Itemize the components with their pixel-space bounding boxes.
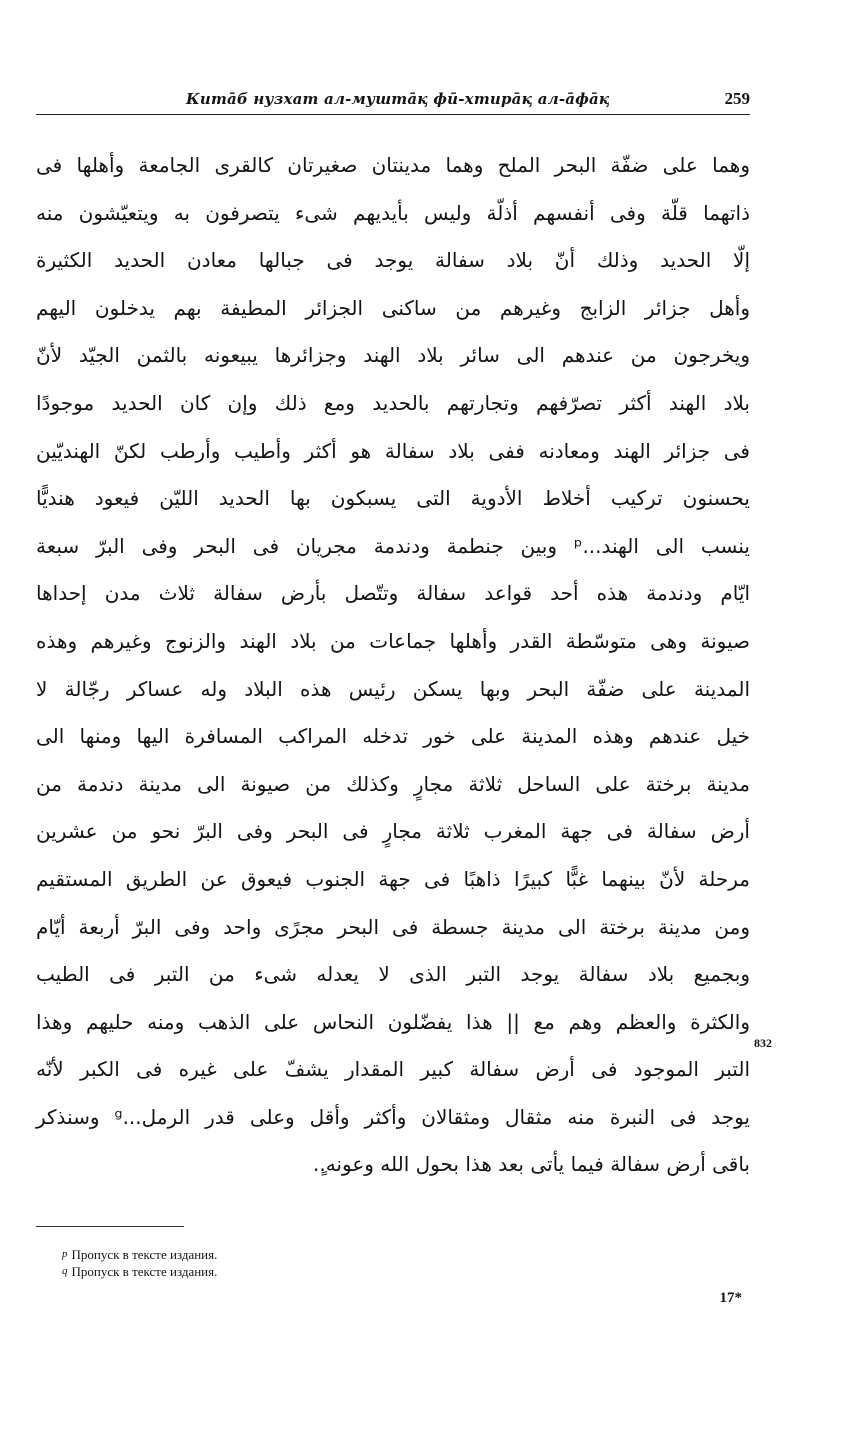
text-line: ويخرجون من عندهم الى سائر بلاد الهند وجزائرها يبيعونه بالثمن الجيّد لأنّ bbox=[36, 343, 750, 368]
running-title: Китāб нузхат ал-муштāқ фū-хтирāқ ал-āфāқ bbox=[186, 90, 610, 108]
text-line: التبر الموجود فى أرض سفالة كبير المقدار يشفّ على غيره فى الكبر لأنّه bbox=[36, 1057, 750, 1082]
printer-signature-mark: 17* bbox=[719, 1290, 742, 1306]
margin-page-reference: 832 bbox=[754, 1036, 772, 1050]
text-line: إلّا الحديد وذلك أنّ بلاد سفالة يوجد فى جبالها معادن الحديد الكثيرة bbox=[36, 248, 750, 273]
text-line: يوجد فى النبرة منه مثقال ومثقالان وأكثر وأقل وعلى قدر الرمل...ᵍ وسنذكر bbox=[36, 1104, 750, 1129]
page-number: 259 bbox=[724, 89, 750, 108]
arabic-body-text bbox=[36, 142, 750, 1189]
text-line: ومن مدينة برختة الى مدينة جسطة فى البحر مجرًى واحد وفى البرّ أربعة أيّام bbox=[36, 914, 750, 939]
footnote bbox=[62, 1263, 217, 1280]
footnote-text: Пропуск в тексте издания. bbox=[71, 1247, 218, 1262]
text-line: مدينة برختة على الساحل ثلاثة مجارٍ وكذلك من صيونة الى مدينة دندمة من bbox=[36, 771, 750, 796]
footnote bbox=[62, 1246, 217, 1263]
footnote-text: Пропуск в тексте издания. bbox=[71, 1264, 218, 1279]
text-line: بلاد الهند أكثر تصرّفهم وتجارتهم بالحديد ومع ذلك وإن كان الحديد موجودًا bbox=[36, 390, 750, 415]
text-line: المدينة على ضفّة البحر وبها يسكن رئيس هذه البلاد وله عساكر رجّالة لا bbox=[36, 676, 750, 701]
text-line: ذاتهما قلّة وفى أنفسهم أذلّة وليس بأيديهم شىء يتصرفون به ويتعيّشون منه bbox=[36, 200, 750, 225]
text-line: ايّام ودندمة هذه أحد قواعد سفالة وتتّصل بأرض سفالة ثلاث مدن إحداها bbox=[36, 581, 750, 606]
text-line: وأهل جزائر الزابج وغيرهم من ساكنى الجزائر المطيفة بهم يدخلون اليهم bbox=[36, 295, 750, 320]
text-line: ينسب الى الهند...ᵖ وبين جنطمة ودندمة مجريان فى البحر وفى البرّ سبعة bbox=[36, 533, 750, 558]
text-line: خيل عندهم وهذه المدينة على خور تدخله المراكب المسافرة اليها ومنها الى bbox=[36, 724, 750, 749]
footnote-mark: p bbox=[62, 1248, 68, 1260]
text-line: فى جزائر الهند ومعادنه ففى بلاد سفالة هو أكثر وأطيب وأرطب لكنّ الهنديّين bbox=[36, 438, 750, 463]
footnotes bbox=[62, 1246, 217, 1280]
text-line-last: باقى أرض سفالة فيما يأتى بعد هذا بحول الله وعونه.ٍ. bbox=[312, 1152, 750, 1177]
header-rule bbox=[36, 114, 750, 115]
text-line: وهما على ضفّة البحر الملح وهما مدينتان صغيرتان كالقرى الجامعة وأهلها فى bbox=[36, 153, 750, 177]
text-line: يحسنون تركيب أخلاط الأدوية التى يسبكون بها الحديد الليّن فيعود هنديًّا bbox=[36, 486, 750, 511]
footnote-rule bbox=[36, 1226, 184, 1227]
text-line: والكثرة والعظم وهم مع || هذا يفضّلون النحاس على الذهب ومنه حليهم وهذا bbox=[36, 1009, 750, 1034]
text-line: وبجميع بلاد سفالة يوجد التبر الذى لا يعدله شىء من التبر فى الطيب bbox=[36, 962, 750, 987]
text-line: صيونة وهى متوسّطة القدر وأهلها جماعات من بلاد الهند والزنوج وغيرهم وهذه bbox=[36, 628, 750, 653]
text-line: مرحلة لأنّ بينهما غبًّا كبيرًا ذاهبًا فى جهة الجنوب فيعوق عن الطريق المستقيم bbox=[36, 866, 750, 891]
footnote-mark: q bbox=[62, 1265, 68, 1277]
running-head bbox=[36, 88, 750, 112]
text-line: أرض سفالة فى جهة المغرب ثلاثة مجارٍ فى البحر وفى البرّ نحو من عشرين bbox=[36, 819, 750, 844]
